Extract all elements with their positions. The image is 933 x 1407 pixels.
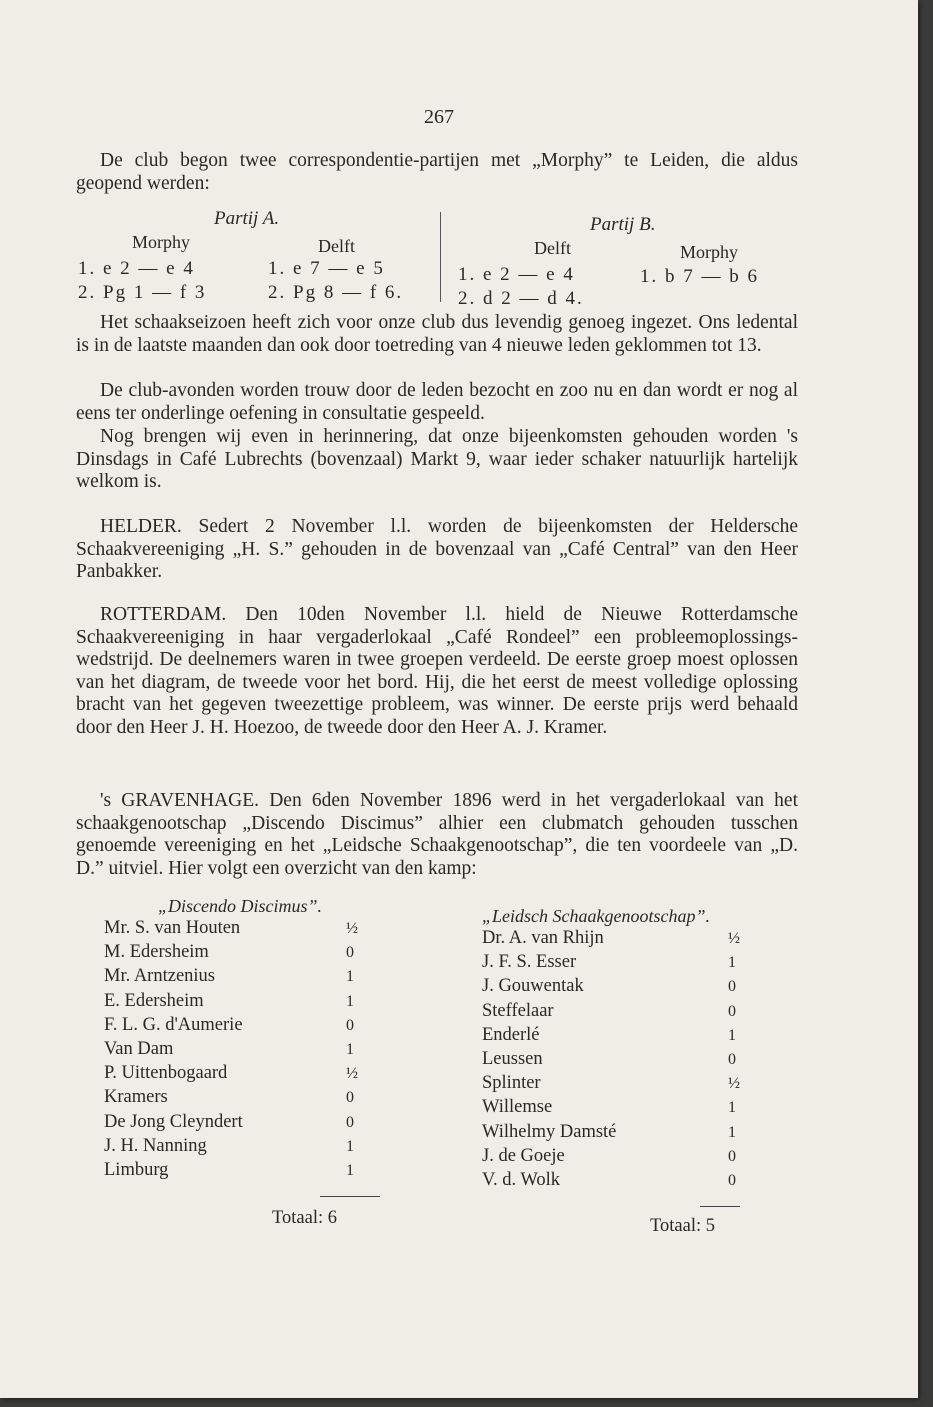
team-a-player-score: 1 bbox=[346, 1162, 354, 1179]
team-a-total bbox=[272, 1208, 337, 1229]
games-divider bbox=[440, 212, 441, 302]
team-b-player-score: 0 bbox=[728, 978, 736, 996]
game-b-move-1-black: 1. b 7 — b 6 bbox=[640, 266, 759, 287]
intro-paragraph: De club begon twee correspondentie-partijen met „Morphy” te Leiden, die aldus geopend werden: bbox=[76, 150, 798, 194]
team-b-player-name: J. F. S. Esser bbox=[482, 952, 577, 973]
team-a-total-label: Totaal: bbox=[272, 1208, 324, 1228]
team-b-name: „Leidsch Schaakgenootschap”. bbox=[482, 906, 710, 926]
game-a-title: Partij A. bbox=[214, 208, 280, 229]
team-a-player-score: 0 bbox=[346, 1113, 354, 1131]
team-a-player-score: 1 bbox=[346, 992, 354, 1010]
team-b-player-name: Willemse bbox=[482, 1097, 553, 1118]
team-b-player-score: 1 bbox=[728, 954, 736, 972]
team-a-player-name: Limburg bbox=[104, 1160, 169, 1180]
team-a-name: „Discendo Discimus”. bbox=[158, 896, 323, 916]
paragraph-rotterdam: ROTTERDAM. Den 10den November l.l. hield de Nieuwe Rotterdamsche Schaakvereeniging in haar vergaderlokaal „Café Rondeel” een probleemoplossings-wedstrijd. De deelnemers waren in twee groepen verdeeld. De eerste groep moest oplossen van het diagram, de tweede voor het bord. Hij, die het eerst de meest volledige oplossing bracht van het gegeven tweezettige probleem, was winner. De eerste prijs werd behaald door den Heer J. H. Hoezoo, de tweede door den Heer A. J. Kramer. bbox=[76, 604, 798, 738]
team-b-player-name: Leussen bbox=[482, 1049, 543, 1069]
team-a-player-name: M. Edersheim bbox=[104, 942, 209, 963]
team-b-total-value: 5 bbox=[705, 1216, 715, 1236]
page-number: 267 bbox=[424, 106, 454, 128]
paragraph-meetings: Nog brengen wij even in herinnering, dat onze bijeenkomsten gehouden worden 's Dinsdags in Café Lubrechts (bovenzaal) Markt 9, waar ieder schaker natuurlijk hartelijk welkom is. bbox=[76, 426, 798, 492]
game-b-black-label: Morphy bbox=[680, 242, 738, 262]
game-b-move-2-white: 2. d 2 — d 4. bbox=[458, 288, 584, 309]
team-a-player-name: Van Dam bbox=[104, 1039, 174, 1059]
team-b-player-name: Steffelaar bbox=[482, 1000, 554, 1021]
team-a-player-name: De Jong Cleyndert bbox=[104, 1111, 243, 1132]
team-b-player-score: ½ bbox=[728, 1075, 740, 1093]
team-b-player-score: 0 bbox=[728, 1172, 736, 1189]
team-a-player-score: 1 bbox=[346, 1041, 354, 1058]
game-a-move-2-black: 2. Pg 8 — f 6. bbox=[268, 282, 404, 303]
team-b-player-name: J. de Goeje bbox=[482, 1145, 565, 1166]
team-a-total-rule bbox=[320, 1196, 380, 1197]
team-b-player-score: 0 bbox=[728, 1147, 736, 1165]
team-a-player-score: 0 bbox=[346, 1016, 354, 1034]
team-b-player-score: 1 bbox=[728, 1123, 736, 1141]
team-a-player-score: ½ bbox=[346, 920, 358, 937]
team-a-player-score: 1 bbox=[346, 1137, 354, 1155]
team-b-player-score: 1 bbox=[728, 1026, 736, 1044]
team-b-player-score: 0 bbox=[728, 1002, 736, 1020]
game-b-move-1-white: 1. e 2 — e 4 bbox=[458, 264, 575, 285]
game-b-title: Partij B. bbox=[590, 214, 656, 235]
team-a-player-score: 0 bbox=[346, 944, 354, 962]
team-b-player-score: 1 bbox=[728, 1099, 736, 1117]
game-a-black-label: Delft bbox=[318, 236, 355, 256]
team-b-player-score: ½ bbox=[728, 930, 740, 947]
team-b-player-score: 0 bbox=[728, 1051, 736, 1068]
paragraph-gravenhage: 's GRAVENHAGE. Den 6den November 1896 werd in het vergaderlokaal van het schaakgenootschap „Discendo Discimus” alhier een clubmatch gehouden tusschen genoemde vereeniging en het „Leidsche Schaakgenootschap”, die ten voordeele van „D. D.” uitviel. Hier volgt een overzicht van den kamp: bbox=[76, 790, 798, 879]
team-b-player-name: Splinter bbox=[482, 1073, 541, 1094]
paragraph-membership: Het schaakseizoen heeft zich voor onze club dus levendig genoeg ingezet. Ons ledental is in de laatste maanden dan ook door toetreding van 4 nieuwe leden geklommen tot 13. bbox=[76, 312, 798, 356]
game-a-move-2-white: 2. Pg 1 — f 3 bbox=[78, 282, 207, 303]
team-b-total-rule bbox=[700, 1206, 740, 1207]
team-a-player-name: E. Edersheim bbox=[104, 990, 204, 1011]
team-a-player-name: Mr. S. van Houten bbox=[104, 918, 241, 938]
team-b-total bbox=[650, 1216, 715, 1237]
game-b-white-label: Delft bbox=[534, 238, 571, 258]
team-a-player-score: 1 bbox=[346, 968, 354, 986]
paragraph-helder: HELDER. Sedert 2 November l.l. worden de bijeenkomsten der Heldersche Schaakvereeniging „H. S.” gehouden in de bovenzaal van „Café Central” van den Heer Panbakker. bbox=[76, 516, 798, 582]
team-b-player-name: V. d. Wolk bbox=[482, 1170, 561, 1190]
team-a-player-score: 0 bbox=[346, 1089, 354, 1107]
team-a-player-score: ½ bbox=[346, 1065, 358, 1083]
team-a-player-name: J. H. Nanning bbox=[104, 1135, 207, 1156]
team-a-player-name: P. Uittenbogaard bbox=[104, 1063, 228, 1084]
team-b-player-name: Dr. A. van Rhijn bbox=[482, 928, 604, 948]
game-a-move-1-white: 1. e 2 — e 4 bbox=[78, 258, 195, 279]
team-b-player-name: Wilhelmy Damsté bbox=[482, 1121, 617, 1142]
team-a-player-name: Mr. Arntzenius bbox=[104, 966, 215, 987]
team-a-player-name: Kramers bbox=[104, 1087, 168, 1108]
paragraph-club-evenings: De club-avonden worden trouw door de leden bezocht en zoo nu en dan wordt er nog al eens ter onderlinge oefening in consultatie gespeeld. bbox=[76, 380, 798, 424]
team-b-total-label: Totaal: bbox=[650, 1216, 702, 1236]
team-b-player-name: Enderlé bbox=[482, 1024, 540, 1045]
game-a-white-label: Morphy bbox=[132, 232, 190, 252]
team-a-player-name: F. L. G. d'Aumerie bbox=[104, 1014, 243, 1035]
team-a-total-value: 6 bbox=[327, 1208, 337, 1228]
game-a-move-1-black: 1. e 7 — e 5 bbox=[268, 258, 385, 279]
team-b-player-name: J. Gouwentak bbox=[482, 976, 584, 997]
